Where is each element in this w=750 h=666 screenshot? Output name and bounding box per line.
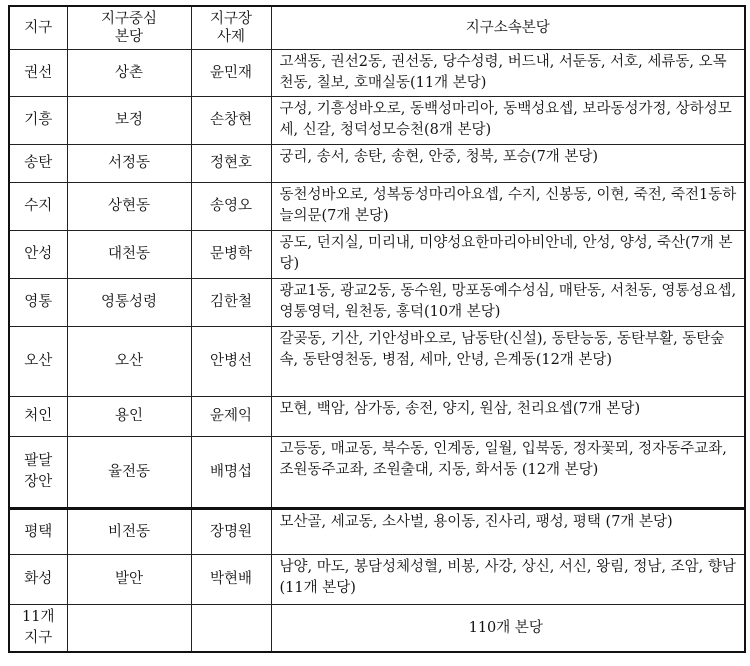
priest-cell: 송영오 xyxy=(191,183,271,231)
header-member-parishes: 지구소속본당 xyxy=(271,6,745,50)
parishes-cell: 모현, 백암, 삼가동, 송전, 양지, 원삼, 천리요셉(7개 본당) xyxy=(271,397,745,437)
center-parish-cell: 비전동 xyxy=(67,509,191,555)
district-cell: 기흥 xyxy=(9,97,67,145)
center-parish-cell: 발안 xyxy=(67,555,191,605)
priest-cell: 안병선 xyxy=(191,327,271,397)
center-parish-cell: 대천동 xyxy=(67,231,191,279)
center-parish-cell: 서정동 xyxy=(67,145,191,183)
district-cell: 11개 지구 xyxy=(9,605,67,653)
priest-cell: 배명섭 xyxy=(191,437,271,509)
header-district: 지구 xyxy=(9,6,67,50)
parishes-cell: 궁리, 송서, 송탄, 송현, 안중, 청북, 포승(7개 본당) xyxy=(271,145,745,183)
center-parish-cell: 상현동 xyxy=(67,183,191,231)
table-row xyxy=(9,279,745,327)
table-row xyxy=(9,145,745,183)
center-parish-cell: 상촌 xyxy=(67,50,191,97)
total-row xyxy=(9,605,745,653)
parishes-cell: 110개 본당 xyxy=(271,605,745,653)
table-row xyxy=(9,97,745,145)
parishes-cell: 고색동, 권선2동, 권선동, 당수성령, 버드내, 서둔동, 서호, 세류동, 오목천동, 칠보, 호매실동(11개 본당) xyxy=(271,50,745,97)
parishes-cell: 고등동, 매교동, 북수동, 인계동, 일월, 입북동, 정자꽃뫼, 정자동주교좌, 조원동주교좌, 조원출대, 지동, 화서동 (12개 본당) xyxy=(271,437,745,509)
table-row xyxy=(9,50,745,97)
priest-cell: 윤민재 xyxy=(191,50,271,97)
priest-cell: 박현배 xyxy=(191,555,271,605)
district-cell: 권선 xyxy=(9,50,67,97)
parishes-cell: 구성, 기흥성바오로, 동백성마리아, 동백성요셉, 보라동성가정, 상하성모세, 신갈, 청덕성모승천(8개 본당) xyxy=(271,97,745,145)
parishes-cell: 광교1동, 광교2동, 동수원, 망포동예수성심, 매탄동, 서천동, 영통성요셉, 영통영덕, 원천동, 홍덕(10개 본당) xyxy=(271,279,745,327)
parishes-cell: 공도, 던지실, 미리내, 미양성요한마리아비안네, 안성, 양성, 죽산(7개 본당) xyxy=(271,231,745,279)
priest-cell: 장명원 xyxy=(191,509,271,555)
table-row xyxy=(9,327,745,397)
district-cell: 송탄 xyxy=(9,145,67,183)
district-cell: 팔달 장안 xyxy=(9,437,67,509)
center-parish-cell xyxy=(67,605,191,653)
district-cell: 처인 xyxy=(9,397,67,437)
center-parish-cell: 율전동 xyxy=(67,437,191,509)
priest-cell xyxy=(191,605,271,653)
table-row xyxy=(9,183,745,231)
table-row xyxy=(9,509,745,555)
district-cell: 화성 xyxy=(9,555,67,605)
parishes-cell: 남양, 마도, 봉담성체성혈, 비봉, 사강, 상신, 서신, 왕림, 정남, 조암, 향남(11개 본당) xyxy=(271,555,745,605)
parish-district-table xyxy=(8,5,746,653)
priest-cell: 정현호 xyxy=(191,145,271,183)
priest-cell: 문병학 xyxy=(191,231,271,279)
table-row xyxy=(9,231,745,279)
priest-cell: 손창현 xyxy=(191,97,271,145)
center-parish-cell: 오산 xyxy=(67,327,191,397)
center-parish-cell: 영통성령 xyxy=(67,279,191,327)
priest-cell: 김한철 xyxy=(191,279,271,327)
district-cell: 평택 xyxy=(9,509,67,555)
district-cell: 안성 xyxy=(9,231,67,279)
header-district-priest: 지구장 사제 xyxy=(191,6,271,50)
header-center-parish: 지구중심 본당 xyxy=(67,6,191,50)
parishes-cell: 갈곶동, 기산, 기안성바오로, 남동탄(신설), 동탄능동, 동탄부활, 동탄숲속, 동탄영천동, 병점, 세마, 안녕, 은계동(12개 본당) xyxy=(271,327,745,397)
table-header-row xyxy=(9,6,745,50)
center-parish-cell: 보정 xyxy=(67,97,191,145)
table-row xyxy=(9,397,745,437)
parishes-cell: 동천성바오로, 성복동성마리아요셉, 수지, 신봉동, 이현, 죽전, 죽전1동하늘의문(7개 본당) xyxy=(271,183,745,231)
table-row xyxy=(9,555,745,605)
priest-cell: 윤제익 xyxy=(191,397,271,437)
district-cell: 수지 xyxy=(9,183,67,231)
district-cell: 영통 xyxy=(9,279,67,327)
center-parish-cell: 용인 xyxy=(67,397,191,437)
district-cell: 오산 xyxy=(9,327,67,397)
table-row xyxy=(9,437,745,509)
parishes-cell: 모산골, 세교동, 소사벌, 용이동, 진사리, 팽성, 평택 (7개 본당) xyxy=(271,509,745,555)
